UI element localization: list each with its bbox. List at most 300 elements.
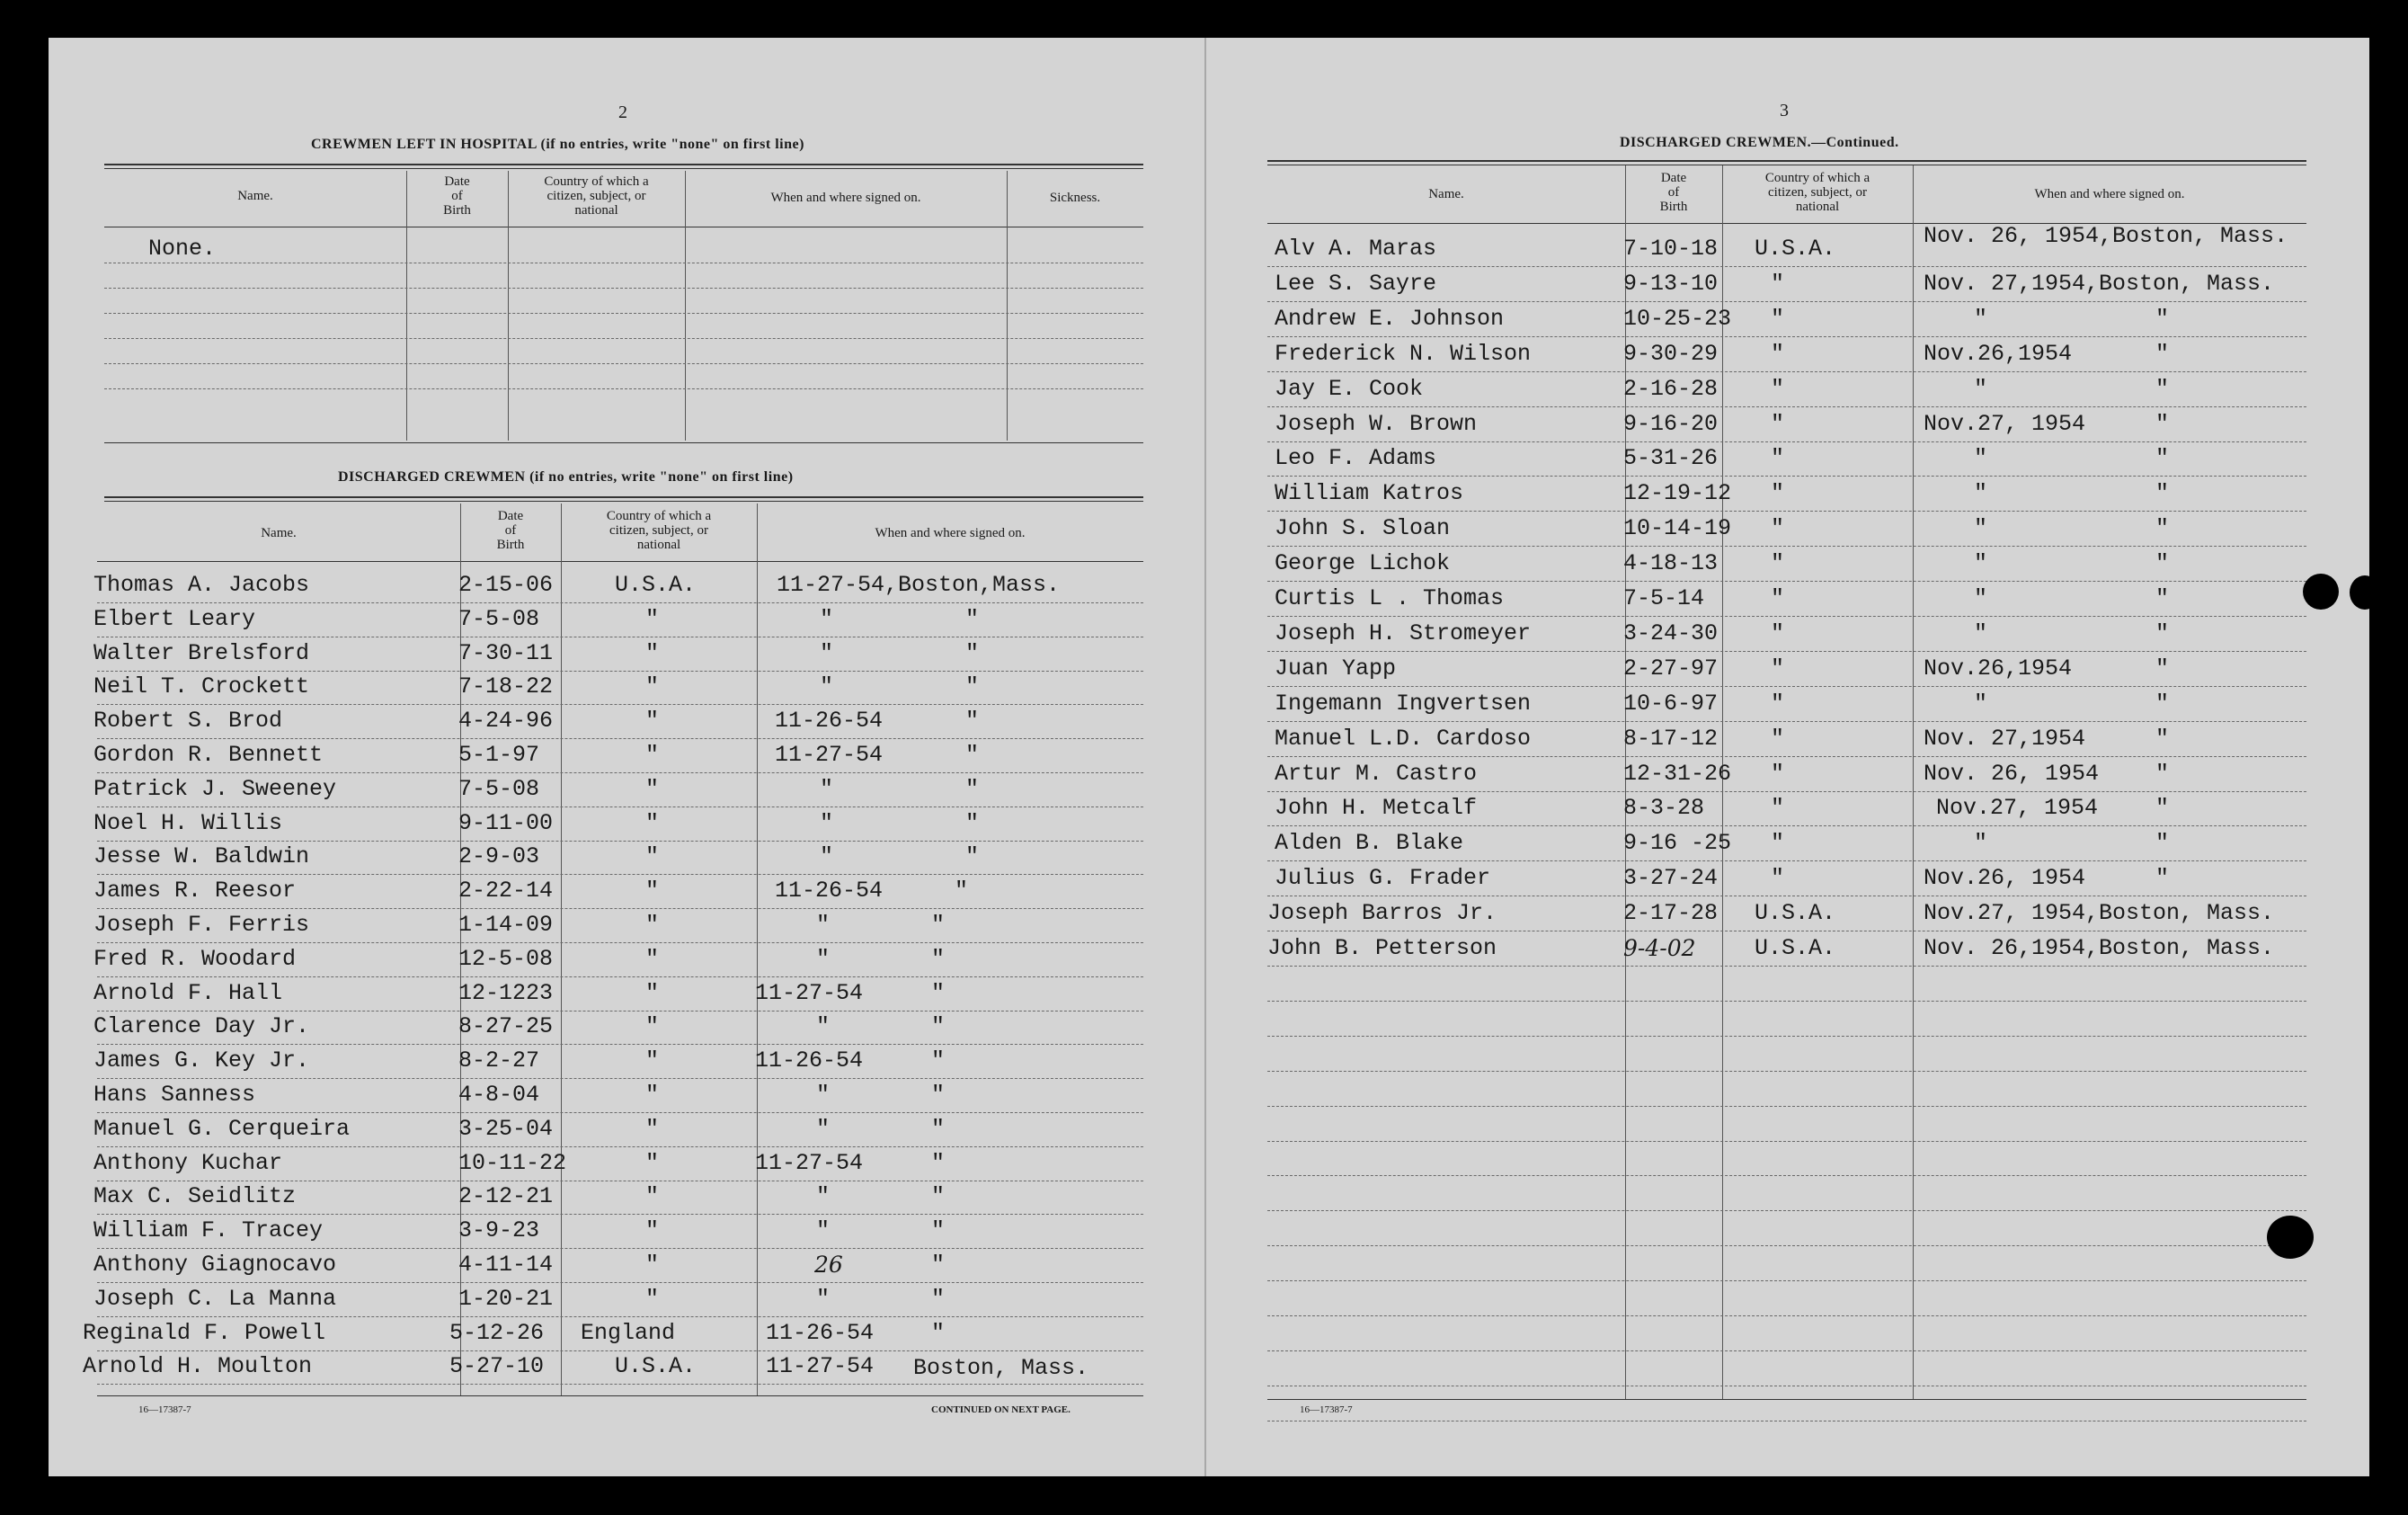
crew-signed-on: 11-26-54: [766, 1319, 875, 1346]
right-row-line: [1267, 966, 2306, 967]
crew-country: ": [1771, 305, 1785, 332]
crew-signed-on-place: ": [965, 708, 980, 735]
right-row-line: [1267, 1315, 2306, 1316]
crew-birth-date: 5-31-26: [1623, 445, 1719, 472]
crew-country: ": [645, 809, 660, 836]
crew-birth-date: 10-11-22: [458, 1149, 567, 1176]
crew-country: ": [1771, 410, 1785, 437]
crew-signed-on: ": [820, 605, 834, 632]
crew-signed-on-place: ": [931, 1047, 946, 1074]
crew-name: Alv A. Maras: [1275, 236, 1437, 262]
crew-signed-on-place: ": [2155, 305, 2170, 332]
crew-signed-on-place: ": [931, 1252, 946, 1278]
crew-name: Elbert Leary: [93, 605, 256, 632]
crew-signed-on-place: ": [2155, 865, 2170, 892]
crew-name: Anthony Kuchar: [93, 1149, 283, 1176]
crew-name: Lee S. Sayre: [1275, 270, 1437, 297]
hospital-row-line: [104, 338, 1143, 339]
crew-name: John B. Petterson: [1267, 935, 1497, 961]
crew-country: ": [1771, 619, 1785, 646]
crew-country: ": [1771, 375, 1785, 402]
crew-country: ": [645, 1115, 660, 1142]
crew-signed-on-place: ": [955, 878, 969, 905]
crew-birth-date: 12-1223: [458, 979, 554, 1006]
right-row-line: [1267, 581, 2306, 582]
crew-name: Frederick N. Wilson: [1275, 340, 1532, 367]
crew-country: ": [645, 878, 660, 905]
crew-signed-on: ": [816, 945, 831, 972]
crew-birth-date: 2-9-03: [458, 843, 540, 870]
crew-birth-date: 2-12-21: [458, 1183, 554, 1210]
crew-signed-on-place: ": [2155, 760, 2170, 787]
crew-name: Curtis L . Thomas: [1275, 585, 1505, 611]
crew-name: Anthony Giagnocavo: [93, 1252, 337, 1278]
crew-signed-on-place: ": [2155, 410, 2170, 437]
hospital-col-divider: [508, 171, 509, 441]
right-row-line: [1267, 860, 2306, 861]
crew-signed-on-place: ": [2155, 655, 2170, 682]
crew-signed-on: Nov.26,1954: [1924, 340, 2073, 367]
crew-birth-date: 9-13-10: [1623, 270, 1719, 297]
discharged-section-title: DISCHARGED CREWMEN (if no entries, write "none" on first line): [338, 469, 794, 485]
discharged-row-line: [97, 1146, 1143, 1147]
crew-country: ": [645, 1013, 660, 1040]
crew-signed-on: 11-27-54,Boston,Mass.: [777, 572, 1061, 598]
crew-birth-date: 12-31-26: [1623, 760, 1732, 787]
crew-birth-date: 2-22-14: [458, 878, 554, 905]
crew-signed-on: Nov. 27,1954: [1924, 725, 2086, 752]
crew-signed-on-place: ": [2155, 445, 2170, 472]
crew-signed-on: ": [816, 1217, 831, 1244]
crew-signed-on-place: ": [965, 673, 980, 700]
discharged-col-divider: [757, 504, 758, 1395]
crew-country: ": [1771, 760, 1785, 787]
crew-signed-on: Nov. 27,1954,Boston, Mass.: [1924, 270, 2275, 297]
crew-signed-on: ": [816, 1115, 831, 1142]
crew-birth-date: 1-14-09: [458, 912, 554, 938]
crew-birth-date: 9-4-02: [1623, 935, 1696, 961]
punch-hole: [2350, 575, 2380, 610]
crew-signed-on: ": [1974, 445, 1988, 472]
crew-name: Hans Sanness: [93, 1082, 256, 1108]
crew-name: George Lichok: [1275, 550, 1451, 577]
crew-name: Leo F. Adams: [1275, 445, 1437, 472]
crew-birth-date: 8-3-28: [1623, 795, 1705, 822]
crew-signed-on-place: ": [931, 1115, 946, 1142]
crew-country: U.S.A.: [1755, 900, 1836, 927]
crew-signed-on: ": [1974, 480, 1988, 507]
crew-signed-on: ": [820, 775, 834, 802]
crew-name: Alden B. Blake: [1275, 830, 1464, 857]
crew-name: William Katros: [1275, 480, 1464, 507]
right-row-line: [1267, 301, 2306, 302]
crew-signed-on-place: ": [965, 639, 980, 666]
discharged-row-line: [97, 772, 1143, 773]
discharged-header-1: Date of Birth: [496, 509, 525, 552]
crew-signed-on-place: ": [931, 1183, 946, 1210]
crew-signed-on-place: ": [2155, 515, 2170, 542]
crew-name: Jesse W. Baldwin: [93, 843, 310, 870]
discharged-header-rule: [97, 561, 1143, 562]
crew-birth-date: 5-12-26: [449, 1319, 545, 1346]
crew-country: ": [645, 708, 660, 735]
discharged-row-line: [97, 976, 1143, 977]
crew-name: Walter Brelsford: [93, 639, 310, 666]
discharged-row-line: [97, 1248, 1143, 1249]
right-header-1: Date of Birth: [1659, 171, 1688, 214]
discharged-row-line: [97, 1214, 1143, 1215]
right-row-line: [1267, 1175, 2306, 1176]
crew-country: ": [645, 1047, 660, 1074]
crew-name: Noel H. Willis: [93, 809, 283, 836]
hospital-none-entry: None.: [148, 236, 217, 262]
crew-country: ": [1771, 690, 1785, 717]
crew-birth-date: 10-14-19: [1623, 515, 1732, 542]
crew-country: ": [645, 945, 660, 972]
crew-signed-on: ": [820, 673, 834, 700]
hospital-row-line: [104, 388, 1143, 389]
discharged-top-rule: [104, 496, 1143, 498]
page-fold: [1204, 38, 1206, 1476]
crew-signed-on: Nov. 26,1954,Boston, Mass.: [1924, 935, 2275, 961]
crew-birth-date: 7-30-11: [458, 639, 554, 666]
crew-name: Thomas A. Jacobs: [93, 572, 310, 598]
crew-country: ": [645, 775, 660, 802]
crew-signed-on: ": [820, 639, 834, 666]
crew-birth-date: 2-17-28: [1623, 900, 1719, 927]
discharged-row-line: [97, 1282, 1143, 1283]
crew-signed-on-place: ": [931, 1013, 946, 1040]
crew-name: Joseph F. Ferris: [93, 912, 310, 938]
hospital-header-1: Date of Birth: [443, 174, 471, 218]
hospital-col-divider: [685, 171, 686, 441]
discharged-row-line: [97, 671, 1143, 672]
crew-signed-on: ": [1974, 585, 1988, 611]
crew-signed-on-place: ": [2155, 340, 2170, 367]
crew-name: Fred R. Woodard: [93, 945, 297, 972]
crew-signed-on-place: ": [965, 775, 980, 802]
right-row-line: [1267, 1350, 2306, 1351]
page-number: 2: [618, 102, 627, 122]
crew-signed-on-place: ": [931, 1217, 946, 1244]
crew-country: ": [1771, 795, 1785, 822]
crew-name: William F. Tracey: [93, 1217, 324, 1244]
hospital-col-divider: [406, 171, 407, 441]
hospital-row-line: [104, 363, 1143, 364]
crew-birth-date: 9-11-00: [458, 809, 554, 836]
crew-country: ": [1771, 655, 1785, 682]
crew-name: Andrew E. Johnson: [1275, 305, 1505, 332]
right-row-line: [1267, 1210, 2306, 1211]
crew-country: ": [1771, 480, 1785, 507]
discharged-top-rule-2: [104, 501, 1143, 502]
right-row-line: [1267, 406, 2306, 407]
right-row-line: [1267, 441, 2306, 442]
crew-country: ": [1771, 340, 1785, 367]
crew-birth-date: 7-10-18: [1623, 236, 1719, 262]
crew-signed-on-place: ": [2155, 795, 2170, 822]
right-top-rule: [1267, 160, 2306, 162]
crew-name: Gordon R. Bennett: [93, 742, 324, 768]
right-row-line: [1267, 266, 2306, 267]
crew-signed-on: 11-27-54: [755, 979, 864, 1006]
crew-name: Julius G. Frader: [1275, 865, 1491, 892]
right-row-line: [1267, 756, 2306, 757]
crew-signed-on-place: ": [965, 605, 980, 632]
discharged-row-line: [97, 874, 1143, 875]
hospital-header-3: When and where signed on.: [770, 191, 921, 205]
crew-signed-on: Nov.27, 1954: [1924, 410, 2086, 437]
crew-signed-on: ": [816, 912, 831, 938]
right-row-line: [1267, 1141, 2306, 1142]
crew-birth-date: 2-15-06: [458, 572, 554, 598]
hospital-col-divider: [1007, 171, 1008, 441]
hospital-bottom-rule: [104, 442, 1143, 443]
crew-country: U.S.A.: [1755, 935, 1836, 961]
crew-birth-date: 10-6-97: [1623, 690, 1719, 717]
crew-signed-on-place: ": [965, 843, 980, 870]
crew-birth-date: 7-18-22: [458, 673, 554, 700]
crew-signed-on-place: ": [2155, 690, 2170, 717]
form-number: 16—17387-7: [1300, 1404, 1353, 1415]
crew-birth-date: 4-11-14: [458, 1252, 554, 1278]
right-row-line: [1267, 825, 2306, 826]
discharged-row-line: [97, 841, 1143, 842]
crew-birth-date: 1-20-21: [458, 1285, 554, 1312]
crew-country: ": [1771, 445, 1785, 472]
crew-signed-on: Nov.27, 1954,Boston, Mass.: [1924, 900, 2275, 927]
hospital-section-title: CREWMEN LEFT IN HOSPITAL (if no entries, write "none" on first line): [311, 137, 804, 152]
hospital-top-rule: [104, 164, 1143, 165]
crew-birth-date: 4-24-96: [458, 708, 554, 735]
right-row-line: [1267, 1106, 2306, 1107]
crew-signed-on-place: ": [2155, 619, 2170, 646]
crew-country: ": [645, 843, 660, 870]
crew-signed-on-place: ": [931, 1285, 946, 1312]
crew-signed-on-place: ": [931, 1149, 946, 1176]
hospital-header-0: Name.: [237, 189, 273, 203]
right-col-divider: [1913, 165, 1914, 1399]
right-row-line: [1267, 511, 2306, 512]
discharged-bottom-rule: [97, 1395, 1143, 1396]
crew-signed-on-place: ": [2155, 550, 2170, 577]
crew-signed-on: ": [1974, 375, 1988, 402]
hospital-top-rule-2: [104, 168, 1143, 169]
discharged-row-line: [97, 704, 1143, 705]
punch-hole: [2267, 1216, 2314, 1259]
crew-signed-on: Nov. 26, 1954,Boston, Mass.: [1924, 223, 2288, 249]
crew-signed-on: 11-27-54: [755, 1149, 864, 1176]
hospital-header-2: Country of which a citizen, subject, or national: [544, 174, 649, 218]
discharged-row-line: [97, 942, 1143, 943]
crew-signed-on-place: ": [2155, 830, 2170, 857]
crew-name: John H. Metcalf: [1275, 795, 1478, 822]
crew-birth-date: 8-27-25: [458, 1013, 554, 1040]
crew-signed-on: ": [816, 1183, 831, 1210]
discharged-row-line: [97, 1078, 1143, 1079]
crew-name: Reginald F. Powell: [83, 1319, 326, 1346]
right-header-3: When and where signed on.: [2034, 187, 2185, 201]
crew-name: Jay E. Cook: [1275, 375, 1424, 402]
form-number: 16—17387-7: [138, 1404, 191, 1415]
discharged-row-line: [97, 602, 1143, 603]
crew-birth-date: 12-5-08: [458, 945, 554, 972]
crew-name: Manuel L.D. Cardoso: [1275, 725, 1532, 752]
crew-country: ": [645, 1183, 660, 1210]
crew-country: ": [645, 979, 660, 1006]
hospital-header-4: Sickness.: [1049, 191, 1101, 205]
crew-birth-date: 5-1-97: [458, 742, 540, 768]
crew-country: ": [645, 1082, 660, 1108]
crew-signed-on: ": [816, 1082, 831, 1108]
crew-birth-date: 2-27-97: [1623, 655, 1719, 682]
crew-country: ": [645, 1252, 660, 1278]
discharged-row-line: [97, 1044, 1143, 1045]
hospital-row-line: [104, 313, 1143, 314]
crew-name: Patrick J. Sweeney: [93, 775, 337, 802]
discharged-continued-title: DISCHARGED CREWMEN.—Continued.: [1620, 135, 1899, 150]
crew-birth-date: 3-27-24: [1623, 865, 1719, 892]
crew-name: Neil T. Crockett: [93, 673, 310, 700]
right-row-line: [1267, 371, 2306, 372]
crew-country: ": [645, 1149, 660, 1176]
crew-name: Arnold F. Hall: [93, 979, 283, 1006]
crew-birth-date: 7-5-08: [458, 605, 540, 632]
crew-signed-on: 11-27-54: [766, 1353, 875, 1380]
crew-name: Joseph Barros Jr.: [1267, 900, 1497, 927]
crew-birth-date: 8-2-27: [458, 1047, 540, 1074]
crew-name: John S. Sloan: [1275, 515, 1451, 542]
crew-birth-date: 4-8-04: [458, 1082, 540, 1108]
crew-signed-on: ": [1974, 830, 1988, 857]
crew-birth-date: 8-17-12: [1623, 725, 1719, 752]
right-row-line: [1267, 1245, 2306, 1246]
crew-signed-on: ": [820, 809, 834, 836]
crew-signed-on: ": [816, 1013, 831, 1040]
crew-birth-date: 7-5-14: [1623, 585, 1705, 611]
crew-signed-on-place: ": [2155, 375, 2170, 402]
punch-hole: [2303, 574, 2339, 610]
crew-country: ": [1771, 725, 1785, 752]
right-row-line: [1267, 791, 2306, 792]
crew-signed-on: ": [1974, 305, 1988, 332]
discharged-row-line: [97, 1112, 1143, 1113]
crew-birth-date: 9-30-29: [1623, 340, 1719, 367]
crew-signed-on: ": [1974, 619, 1988, 646]
right-row-line: [1267, 546, 2306, 547]
discharged-header-3: When and where signed on.: [875, 526, 1026, 540]
right-row-line: [1267, 1071, 2306, 1072]
crew-birth-date: 2-16-28: [1623, 375, 1719, 402]
crew-country: ": [1771, 550, 1785, 577]
crew-country: ": [645, 912, 660, 938]
crew-name: Joseph H. Stromeyer: [1275, 619, 1532, 646]
discharged-header-2: Country of which a citizen, subject, or national: [606, 509, 712, 552]
right-row-line: [1267, 721, 2306, 722]
crew-name: Clarence Day Jr.: [93, 1013, 310, 1040]
right-bottom-rule: [1267, 1399, 2306, 1400]
right-row-line: [1267, 1001, 2306, 1002]
crew-signed-on: Nov.26,1954: [1924, 655, 2073, 682]
crew-name: Joseph W. Brown: [1275, 410, 1478, 437]
crew-country: ": [1771, 865, 1785, 892]
crew-name: Robert S. Brod: [93, 708, 283, 735]
crew-name: Manuel G. Cerqueira: [93, 1115, 351, 1142]
crew-country: ": [1771, 515, 1785, 542]
crew-signed-on: ": [1974, 690, 1988, 717]
crew-birth-date: 4-18-13: [1623, 550, 1719, 577]
right-row-line: [1267, 476, 2306, 477]
crew-country: England: [581, 1319, 676, 1346]
crew-birth-date: 12-19-12: [1623, 480, 1732, 507]
crew-signed-on: ": [820, 843, 834, 870]
discharged-row-line: [97, 908, 1143, 909]
crew-country: ": [1771, 830, 1785, 857]
crew-signed-on: Nov. 26, 1954: [1924, 760, 2100, 787]
crew-signed-on-place: ": [2155, 585, 2170, 611]
crew-country: ": [645, 605, 660, 632]
right-row-line: [1267, 616, 2306, 617]
crew-birth-date: 9-16-20: [1623, 410, 1719, 437]
crew-country: U.S.A.: [1755, 236, 1836, 262]
crew-name: James R. Reesor: [93, 878, 297, 905]
crew-country: ": [645, 1285, 660, 1312]
crew-country: ": [645, 1217, 660, 1244]
crew-country: U.S.A.: [615, 572, 697, 598]
crew-birth-date: 5-27-10: [449, 1353, 545, 1380]
crew-signed-on-place: ": [931, 979, 946, 1006]
crew-signed-on-place: ": [965, 742, 980, 768]
crew-signed-on: Nov.27, 1954: [1936, 795, 2099, 822]
crew-name: Artur M. Castro: [1275, 760, 1478, 787]
crew-signed-on-place: ": [2155, 480, 2170, 507]
continued-note: CONTINUED ON NEXT PAGE.: [931, 1404, 1071, 1415]
crew-country: ": [1771, 585, 1785, 611]
crew-birth-date: 3-24-30: [1623, 619, 1719, 646]
crew-country: ": [645, 639, 660, 666]
right-row-line: [1267, 651, 2306, 652]
crew-signed-on-place: ": [931, 945, 946, 972]
discharged-row-line: [97, 738, 1143, 739]
right-header-0: Name.: [1428, 187, 1464, 201]
crew-name: James G. Key Jr.: [93, 1047, 310, 1074]
page-number: 3: [1780, 101, 1789, 120]
crew-birth-date: 7-5-08: [458, 775, 540, 802]
crew-country: U.S.A.: [615, 1353, 697, 1380]
crew-signed-on: ": [816, 1285, 831, 1312]
crew-signed-on: 11-26-54: [755, 1047, 864, 1074]
crew-signed-on-place: Boston, Mass.: [913, 1355, 1089, 1382]
discharged-row-line: [97, 1384, 1143, 1385]
crew-birth-date: 3-9-23: [458, 1217, 540, 1244]
crew-name: Arnold H. Moulton: [83, 1353, 313, 1380]
crew-name: Juan Yapp: [1275, 655, 1397, 682]
crew-birth-date: 10-25-23: [1623, 305, 1732, 332]
crew-signed-on: ": [1974, 550, 1988, 577]
crew-country: ": [645, 673, 660, 700]
discharged-col-divider: [561, 504, 562, 1395]
crew-name: Ingemann Ingvertsen: [1275, 690, 1532, 717]
crew-signed-on: 26: [814, 1252, 843, 1278]
crew-signed-on-place: ": [2155, 725, 2170, 752]
discharged-row-line: [97, 1316, 1143, 1317]
crew-signed-on-place: ": [931, 1319, 946, 1346]
crew-signed-on-place: ": [931, 912, 946, 938]
crew-birth-date: 3-25-04: [458, 1115, 554, 1142]
right-header-2: Country of which a citizen, subject, or national: [1764, 171, 1870, 214]
right-row-line: [1267, 1280, 2306, 1281]
discharged-row-line: [97, 1350, 1143, 1351]
